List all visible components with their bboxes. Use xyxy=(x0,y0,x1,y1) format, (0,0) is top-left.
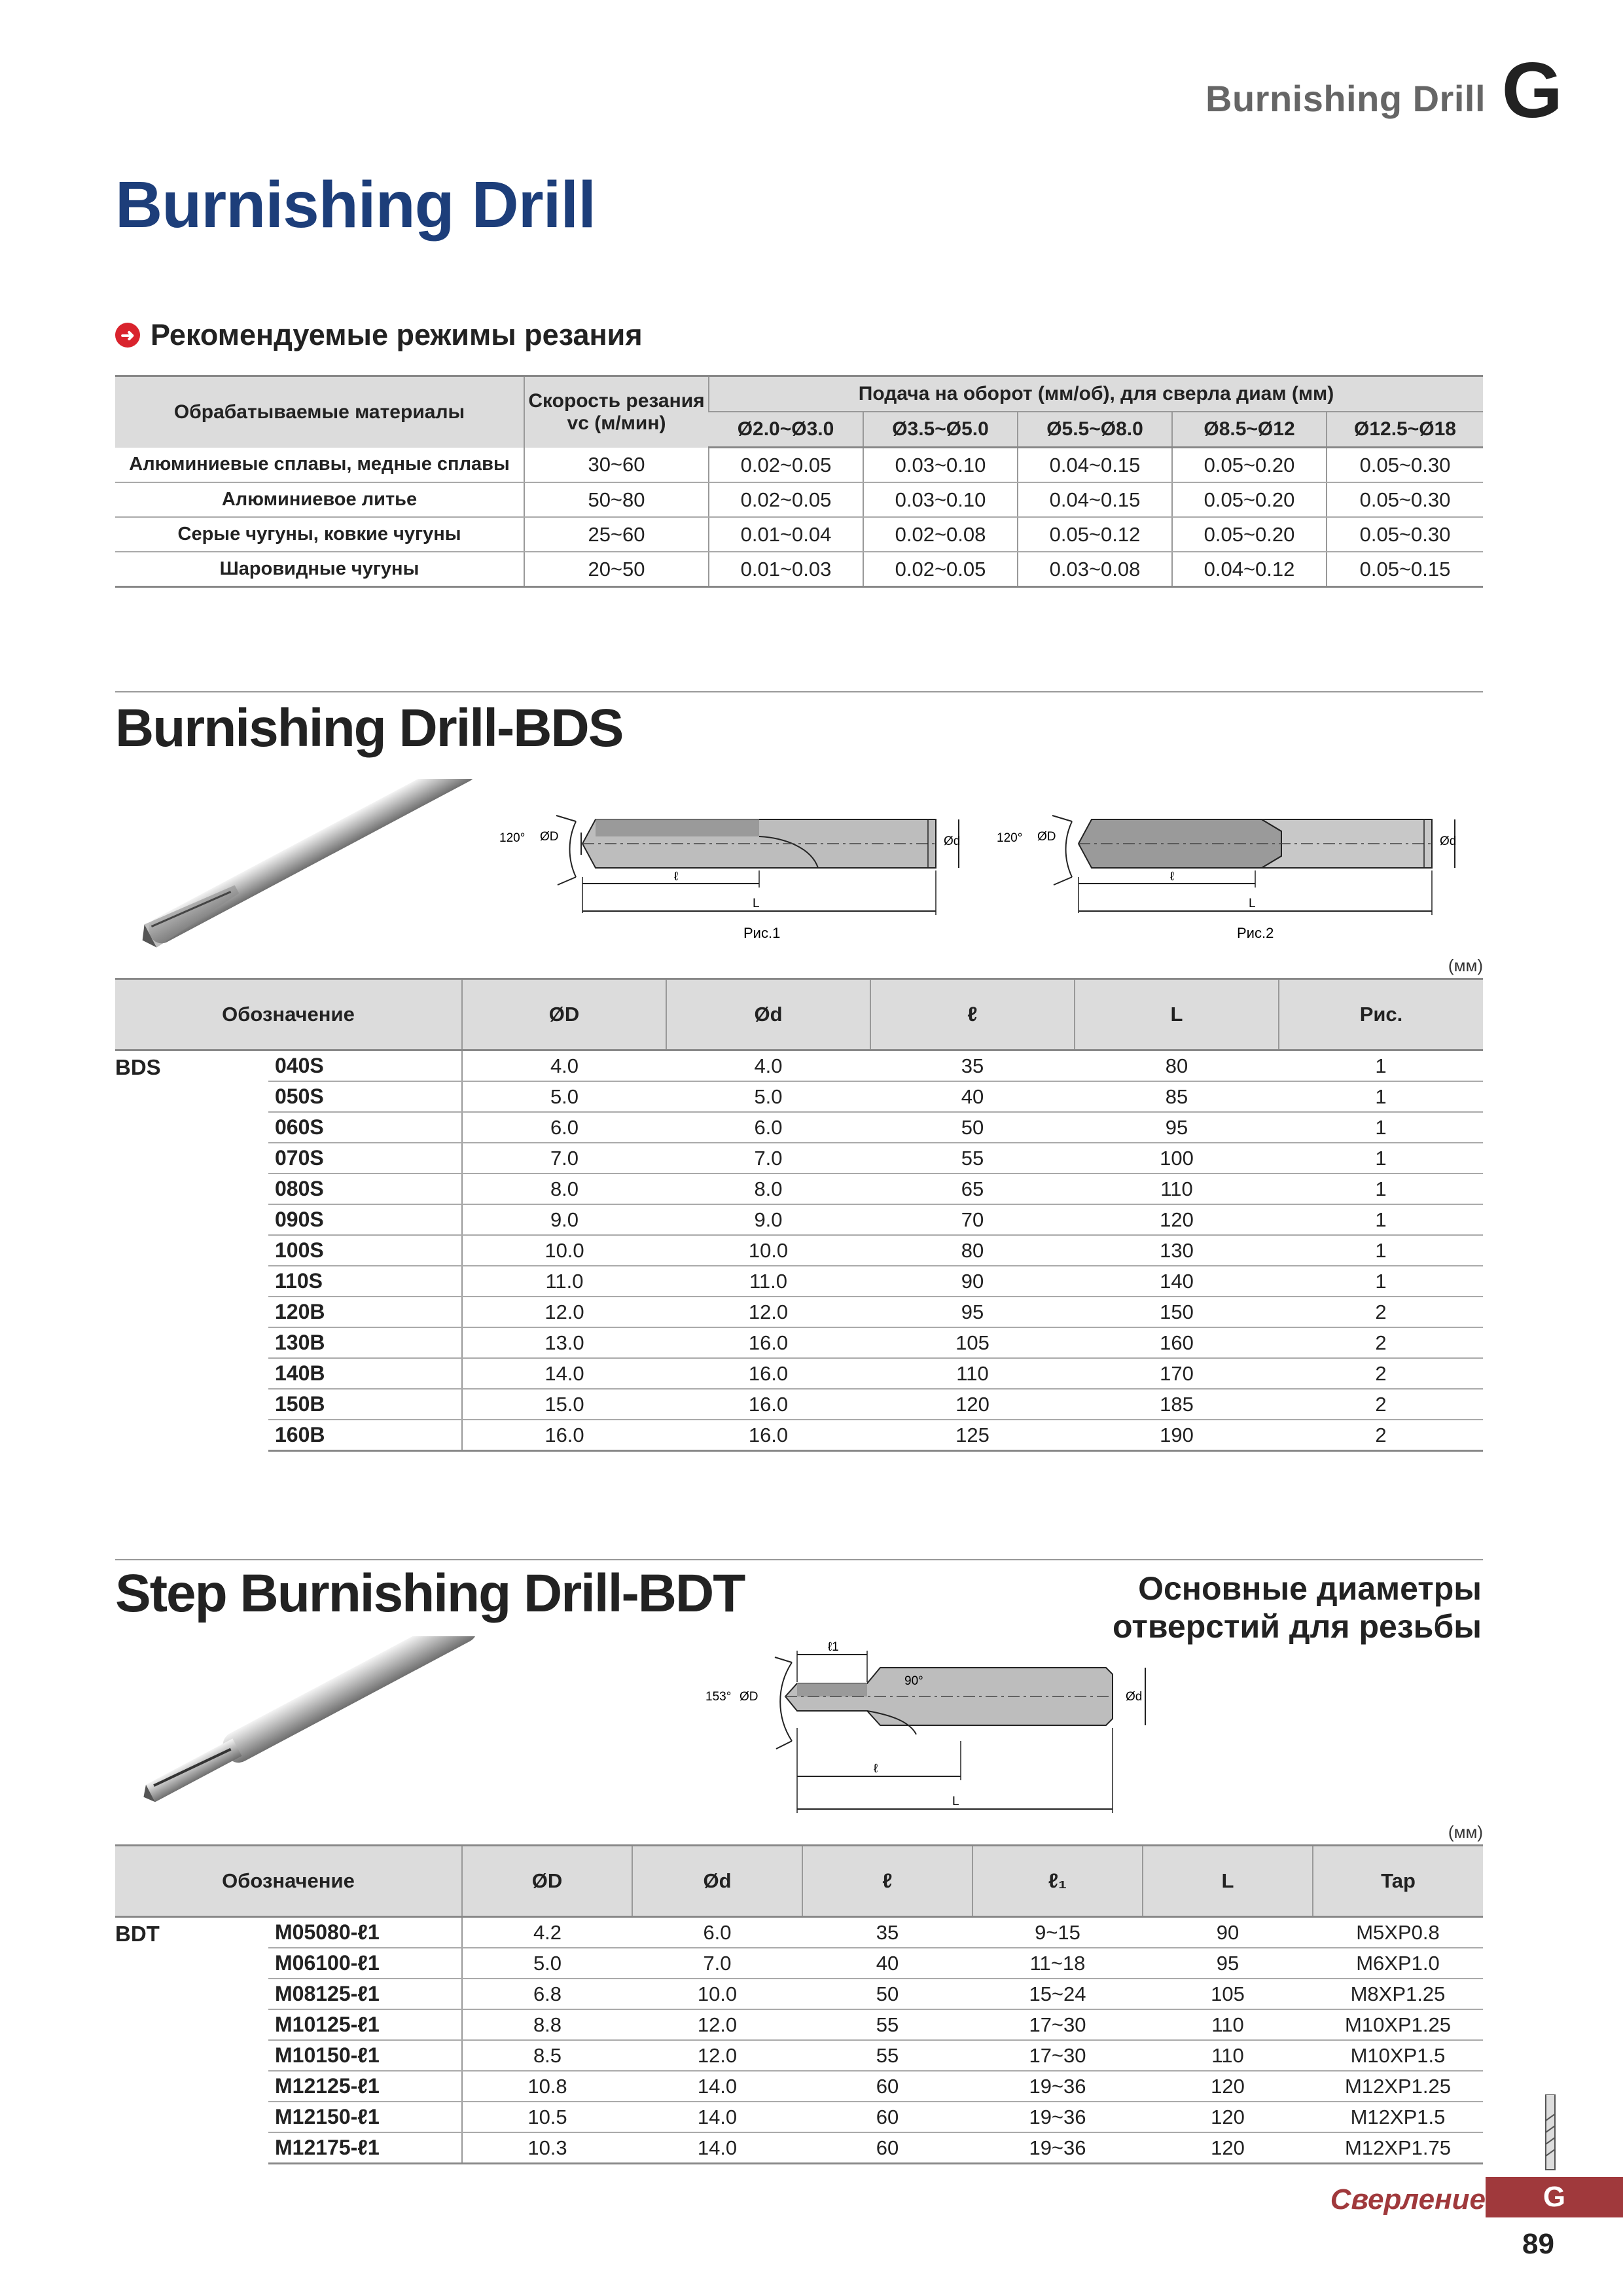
bds-row xyxy=(115,1266,1483,1297)
bdt-col-header: ØD xyxy=(462,1846,632,1917)
bdt-section-title: Step Burnishing Drill-BDT xyxy=(115,1564,745,1623)
material-cell: Серые чугуны, ковкие чугуны xyxy=(115,517,524,552)
bds-table xyxy=(115,978,1483,1452)
bdt-product-image xyxy=(137,1636,497,1813)
bds-value-cell: 2 xyxy=(1279,1327,1483,1358)
feed-cell: 0.03~0.10 xyxy=(863,448,1018,483)
bds-value-cell: 1 xyxy=(1279,1235,1483,1266)
col-header-range: Ø8.5~Ø12 xyxy=(1172,412,1327,448)
bds-value-cell: 16.0 xyxy=(666,1420,870,1451)
feed-cell: 0.04~0.12 xyxy=(1172,552,1327,587)
bds-row xyxy=(115,1327,1483,1358)
bdt-row xyxy=(115,2009,1483,2040)
bdt-subtitle-line2: отверстий для резьбы xyxy=(1113,1608,1482,1645)
footer-section-letter: G xyxy=(1486,2177,1623,2217)
bdt-value-cell: 8.8 xyxy=(462,2009,632,2040)
bds-value-cell: 6.0 xyxy=(666,1112,870,1143)
bds-value-cell: 9.0 xyxy=(666,1204,870,1235)
bdt-row xyxy=(115,1948,1483,1979)
bds-value-cell: 11.0 xyxy=(666,1266,870,1297)
bdt-value-cell: 110 xyxy=(1143,2009,1313,2040)
bds-value-cell: 100 xyxy=(1075,1143,1279,1174)
bds-value-cell: 120 xyxy=(870,1389,1075,1420)
feed-cell: 0.05~0.12 xyxy=(1018,517,1172,552)
bds-code-cell: 100S xyxy=(268,1235,462,1266)
bdt-fig-step-label: 90° xyxy=(904,1674,923,1688)
bdt-value-cell: 19~36 xyxy=(972,2071,1143,2102)
bds-value-cell: 2 xyxy=(1279,1297,1483,1327)
bds-fig1-l-label: ℓ xyxy=(674,870,679,884)
bds-value-cell: 95 xyxy=(1075,1112,1279,1143)
bds-code-cell: 120B xyxy=(268,1297,462,1327)
bdt-value-cell: 8.5 xyxy=(462,2040,632,2071)
bds-value-cell: 80 xyxy=(870,1235,1075,1266)
bds-value-cell: 40 xyxy=(870,1081,1075,1112)
bds-value-cell: 2 xyxy=(1279,1389,1483,1420)
feed-cell: 0.05~0.20 xyxy=(1172,482,1327,517)
bdt-value-cell: 105 xyxy=(1143,1979,1313,2009)
bds-row xyxy=(115,1420,1483,1451)
bds-value-cell: 7.0 xyxy=(666,1143,870,1174)
material-cell: Алюминиевое литье xyxy=(115,482,524,517)
feed-cell: 0.02~0.05 xyxy=(709,482,863,517)
col-header-range: Ø3.5~Ø5.0 xyxy=(863,412,1018,448)
bdt-value-cell: 17~30 xyxy=(972,2009,1143,2040)
bds-value-cell: 11.0 xyxy=(462,1266,666,1297)
feed-cell: 0.01~0.04 xyxy=(709,517,863,552)
speed-cell: 50~80 xyxy=(524,482,709,517)
bds-value-cell: 65 xyxy=(870,1174,1075,1204)
bds-value-cell: 140 xyxy=(1075,1266,1279,1297)
col-header-range: Ø5.5~Ø8.0 xyxy=(1018,412,1172,448)
cutting-row xyxy=(115,448,1483,483)
bds-value-cell: 170 xyxy=(1075,1358,1279,1389)
col-header-speed: Скорость резания vc (м/мин) xyxy=(524,376,709,448)
bdt-value-cell: 60 xyxy=(802,2071,972,2102)
bdt-col-header: ℓ xyxy=(802,1846,972,1917)
drill-icon xyxy=(1538,2094,1564,2173)
bds-value-cell: 14.0 xyxy=(462,1358,666,1389)
bds-fig1-caption: Рис.1 xyxy=(743,925,781,941)
bds-row xyxy=(115,1389,1483,1420)
section-divider xyxy=(115,691,1483,692)
bdt-value-cell: M10XP1.25 xyxy=(1313,2009,1483,2040)
bds-value-cell: 5.0 xyxy=(666,1081,870,1112)
bdt-code-cell: M12125-ℓ1 xyxy=(268,2071,462,2102)
bdt-code-cell: M10150-ℓ1 xyxy=(268,2040,462,2071)
bds-value-cell: 1 xyxy=(1279,1143,1483,1174)
bds-value-cell: 105 xyxy=(870,1327,1075,1358)
bdt-value-cell: M6XP1.0 xyxy=(1313,1948,1483,1979)
material-cell: Шаровидные чугуны xyxy=(115,552,524,587)
bds-value-cell: 125 xyxy=(870,1420,1075,1451)
bdt-series-label: BDT xyxy=(115,1922,160,1946)
bds-col-header: L xyxy=(1075,979,1279,1050)
feed-cell: 0.03~0.10 xyxy=(863,482,1018,517)
feed-cell: 0.02~0.08 xyxy=(863,517,1018,552)
bds-section-title: Burnishing Drill-BDS xyxy=(115,698,623,758)
bds-code-cell: 150B xyxy=(268,1389,462,1420)
bdt-col-header: L xyxy=(1143,1846,1313,1917)
bds-code-cell: 070S xyxy=(268,1143,462,1174)
bds-value-cell: 7.0 xyxy=(462,1143,666,1174)
feed-cell: 0.02~0.05 xyxy=(863,552,1018,587)
feed-cell: 0.05~0.30 xyxy=(1327,448,1483,483)
bdt-value-cell: 6.8 xyxy=(462,1979,632,2009)
bds-value-cell: 4.0 xyxy=(666,1050,870,1082)
bds-value-cell: 12.0 xyxy=(666,1297,870,1327)
bds-code-cell: 110S xyxy=(268,1266,462,1297)
bdt-row xyxy=(115,1917,1483,1948)
bds-col-header: Обозначение xyxy=(115,979,462,1050)
bds-value-cell: 80 xyxy=(1075,1050,1279,1082)
bdt-row xyxy=(115,2102,1483,2132)
bdt-unit-label: (мм) xyxy=(1448,1822,1483,1842)
bdt-value-cell: M12XP1.5 xyxy=(1313,2102,1483,2132)
bdt-value-cell: 14.0 xyxy=(632,2071,802,2102)
bdt-value-cell: 11~18 xyxy=(972,1948,1143,1979)
bds-code-cell: 050S xyxy=(268,1081,462,1112)
arrow-bullet-icon: ➜ xyxy=(115,323,140,348)
bdt-value-cell: 4.2 xyxy=(462,1917,632,1948)
bdt-value-cell: 90 xyxy=(1143,1917,1313,1948)
bds-code-cell: 040S xyxy=(268,1050,462,1082)
bds-value-cell: 16.0 xyxy=(666,1358,870,1389)
bds-row xyxy=(115,1235,1483,1266)
bdt-value-cell: 120 xyxy=(1143,2102,1313,2132)
bdt-col-header: Tap xyxy=(1313,1846,1483,1917)
page-number: 89 xyxy=(1522,2228,1554,2260)
bds-series-label: BDS xyxy=(115,1055,161,1079)
bdt-fig-D-label: ØD xyxy=(740,1690,758,1704)
bdt-row xyxy=(115,2132,1483,2164)
bdt-value-cell: M12XP1.25 xyxy=(1313,2071,1483,2102)
bdt-code-cell: M08125-ℓ1 xyxy=(268,1979,462,2009)
bdt-value-cell: 60 xyxy=(802,2102,972,2132)
bdt-row xyxy=(115,2071,1483,2102)
bds-value-cell: 55 xyxy=(870,1143,1075,1174)
bdt-subtitle-line1: Основные диаметры xyxy=(1138,1570,1482,1607)
col-header-material: Обрабатываемые материалы xyxy=(115,376,524,448)
bds-value-cell: 120 xyxy=(1075,1204,1279,1235)
bds-fig2-d-label: Ød xyxy=(1440,834,1457,848)
bdt-value-cell: M10XP1.5 xyxy=(1313,2040,1483,2071)
bds-fig1-D-label: ØD xyxy=(540,830,559,844)
bds-fig1-angle-label: 120° xyxy=(499,831,526,845)
bds-row xyxy=(115,1174,1483,1204)
recommended-heading xyxy=(115,318,643,352)
speed-cell: 30~60 xyxy=(524,448,709,483)
feed-cell: 0.04~0.15 xyxy=(1018,482,1172,517)
bds-value-cell: 15.0 xyxy=(462,1389,666,1420)
bds-code-cell: 140B xyxy=(268,1358,462,1389)
bdt-value-cell: 120 xyxy=(1143,2132,1313,2164)
bdt-col-header: Ød xyxy=(632,1846,802,1917)
bds-figure-2 xyxy=(974,772,1471,949)
cutting-row xyxy=(115,552,1483,587)
bds-value-cell: 4.0 xyxy=(462,1050,666,1082)
bdt-row xyxy=(115,1979,1483,2009)
bds-row xyxy=(115,1081,1483,1112)
bdt-value-cell: 5.0 xyxy=(462,1948,632,1979)
bds-value-cell: 10.0 xyxy=(462,1235,666,1266)
cutting-conditions-table xyxy=(115,375,1483,588)
bdt-code-cell: M05080-ℓ1 xyxy=(268,1917,462,1948)
bdt-value-cell: 10.3 xyxy=(462,2132,632,2164)
bdt-value-cell: 110 xyxy=(1143,2040,1313,2071)
bds-value-cell: 130 xyxy=(1075,1235,1279,1266)
bdt-col-header: ℓ₁ xyxy=(972,1846,1143,1917)
feed-cell: 0.04~0.15 xyxy=(1018,448,1172,483)
bds-code-cell: 130B xyxy=(268,1327,462,1358)
bds-fig2-l-label: ℓ xyxy=(1170,870,1175,884)
bds-row xyxy=(115,1050,1483,1082)
bdt-value-cell: 95 xyxy=(1143,1948,1313,1979)
bdt-value-cell: 7.0 xyxy=(632,1948,802,1979)
bds-product-image xyxy=(137,779,497,956)
bds-value-cell: 1 xyxy=(1279,1204,1483,1235)
cutting-row xyxy=(115,482,1483,517)
feed-cell: 0.02~0.05 xyxy=(709,448,863,483)
page-title: Burnishing Drill xyxy=(115,168,596,242)
feed-cell: 0.05~0.30 xyxy=(1327,517,1483,552)
bds-fig2-caption: Рис.2 xyxy=(1237,925,1274,941)
bdt-value-cell: 60 xyxy=(802,2132,972,2164)
recommended-heading-text: Рекомендуемые режимы резания xyxy=(151,318,643,351)
bds-value-cell: 16.0 xyxy=(462,1420,666,1451)
bdt-code-cell: M06100-ℓ1 xyxy=(268,1948,462,1979)
bds-col-header: Ød xyxy=(666,979,870,1050)
bds-row xyxy=(115,1143,1483,1174)
bdt-value-cell: 120 xyxy=(1143,2071,1313,2102)
bds-col-header: ØD xyxy=(462,979,666,1050)
bdt-value-cell: 14.0 xyxy=(632,2132,802,2164)
bds-value-cell: 5.0 xyxy=(462,1081,666,1112)
bds-value-cell: 1 xyxy=(1279,1081,1483,1112)
bdt-value-cell: 19~36 xyxy=(972,2102,1143,2132)
bdt-value-cell: 12.0 xyxy=(632,2040,802,2071)
bds-value-cell: 90 xyxy=(870,1266,1075,1297)
bdt-fig-l1-label: ℓ1 xyxy=(828,1640,839,1654)
bds-value-cell: 160 xyxy=(1075,1327,1279,1358)
bdt-value-cell: 12.0 xyxy=(632,2009,802,2040)
bdt-figure xyxy=(694,1623,1191,1833)
bds-code-cell: 080S xyxy=(268,1174,462,1204)
bds-value-cell: 16.0 xyxy=(666,1389,870,1420)
bds-value-cell: 110 xyxy=(870,1358,1075,1389)
bds-fig2-L-label: L xyxy=(1249,897,1256,910)
section-divider xyxy=(115,1559,1483,1560)
speed-cell: 25~60 xyxy=(524,517,709,552)
bds-value-cell: 8.0 xyxy=(666,1174,870,1204)
bds-value-cell: 12.0 xyxy=(462,1297,666,1327)
bdt-code-cell: M12150-ℓ1 xyxy=(268,2102,462,2132)
speed-cell: 20~50 xyxy=(524,552,709,587)
bdt-value-cell: 19~36 xyxy=(972,2132,1143,2164)
bdt-col-header: Обозначение xyxy=(115,1846,462,1917)
bds-row xyxy=(115,1112,1483,1143)
bds-fig1-d-label: Ød xyxy=(944,834,961,848)
bds-figure-1 xyxy=(478,772,975,949)
bdt-value-cell: 10.8 xyxy=(462,2071,632,2102)
bds-code-cell: 090S xyxy=(268,1204,462,1235)
bdt-value-cell: M5XP0.8 xyxy=(1313,1917,1483,1948)
bds-fig1-L-label: L xyxy=(753,897,760,910)
bdt-table xyxy=(115,1844,1483,2164)
bds-value-cell: 190 xyxy=(1075,1420,1279,1451)
bds-value-cell: 85 xyxy=(1075,1081,1279,1112)
bdt-fig-angle-label: 153° xyxy=(705,1690,732,1704)
bds-value-cell: 16.0 xyxy=(666,1327,870,1358)
bds-row xyxy=(115,1297,1483,1327)
feed-cell: 0.05~0.15 xyxy=(1327,552,1483,587)
feed-cell: 0.05~0.30 xyxy=(1327,482,1483,517)
bdt-value-cell: M12XP1.75 xyxy=(1313,2132,1483,2164)
bdt-value-cell: 35 xyxy=(802,1917,972,1948)
bdt-value-cell: 50 xyxy=(802,1979,972,2009)
bdt-value-cell: 9~15 xyxy=(972,1917,1143,1948)
bdt-row xyxy=(115,2040,1483,2071)
bds-code-cell: 160B xyxy=(268,1420,462,1451)
col-header-feed: Подача на оборот (мм/об), для сверла диам (мм) xyxy=(709,376,1483,412)
bds-value-cell: 1 xyxy=(1279,1050,1483,1082)
bds-value-cell: 9.0 xyxy=(462,1204,666,1235)
bdt-fig-l-label: ℓ xyxy=(874,1762,878,1776)
bds-col-header: ℓ xyxy=(870,979,1075,1050)
bds-value-cell: 1 xyxy=(1279,1266,1483,1297)
bdt-code-cell: M10125-ℓ1 xyxy=(268,2009,462,2040)
bds-value-cell: 13.0 xyxy=(462,1327,666,1358)
bds-fig2-angle-label: 120° xyxy=(997,831,1023,845)
bdt-value-cell: 17~30 xyxy=(972,2040,1143,2071)
bdt-fig-d-label: Ød xyxy=(1126,1690,1143,1704)
bds-value-cell: 10.0 xyxy=(666,1235,870,1266)
bds-code-cell: 060S xyxy=(268,1112,462,1143)
bds-value-cell: 150 xyxy=(1075,1297,1279,1327)
cutting-row xyxy=(115,517,1483,552)
bds-fig2-D-label: ØD xyxy=(1037,830,1056,844)
bds-value-cell: 70 xyxy=(870,1204,1075,1235)
feed-cell: 0.03~0.08 xyxy=(1018,552,1172,587)
bdt-value-cell: 55 xyxy=(802,2009,972,2040)
col-header-range: Ø12.5~Ø18 xyxy=(1327,412,1483,448)
bds-value-cell: 185 xyxy=(1075,1389,1279,1420)
bds-value-cell: 8.0 xyxy=(462,1174,666,1204)
material-cell: Алюминиевые сплавы, медные сплавы xyxy=(115,448,524,483)
feed-cell: 0.01~0.03 xyxy=(709,552,863,587)
bds-row xyxy=(115,1204,1483,1235)
bds-value-cell: 1 xyxy=(1279,1112,1483,1143)
bdt-value-cell: 15~24 xyxy=(972,1979,1143,2009)
header-section-title: Burnishing Drill xyxy=(1205,78,1486,119)
bds-col-header: Рис. xyxy=(1279,979,1483,1050)
bds-value-cell: 35 xyxy=(870,1050,1075,1082)
bds-value-cell: 6.0 xyxy=(462,1112,666,1143)
bdt-value-cell: 14.0 xyxy=(632,2102,802,2132)
bdt-value-cell: 10.0 xyxy=(632,1979,802,2009)
bds-value-cell: 1 xyxy=(1279,1174,1483,1204)
feed-cell: 0.05~0.20 xyxy=(1172,517,1327,552)
bds-value-cell: 95 xyxy=(870,1297,1075,1327)
bdt-code-cell: M12175-ℓ1 xyxy=(268,2132,462,2164)
header-section-letter: G xyxy=(1501,46,1563,134)
bds-value-cell: 110 xyxy=(1075,1174,1279,1204)
bds-value-cell: 2 xyxy=(1279,1358,1483,1389)
bdt-value-cell: 6.0 xyxy=(632,1917,802,1948)
col-header-range: Ø2.0~Ø3.0 xyxy=(709,412,863,448)
bds-value-cell: 2 xyxy=(1279,1420,1483,1451)
bdt-fig-L-label: L xyxy=(952,1795,959,1808)
footer-category: Сверление xyxy=(1330,2183,1486,2215)
bds-unit-label: (мм) xyxy=(1448,956,1483,975)
bds-row xyxy=(115,1358,1483,1389)
bdt-value-cell: 40 xyxy=(802,1948,972,1979)
bdt-value-cell: 10.5 xyxy=(462,2102,632,2132)
bdt-value-cell: 55 xyxy=(802,2040,972,2071)
bdt-value-cell: M8XP1.25 xyxy=(1313,1979,1483,2009)
bds-value-cell: 50 xyxy=(870,1112,1075,1143)
feed-cell: 0.05~0.20 xyxy=(1172,448,1327,483)
